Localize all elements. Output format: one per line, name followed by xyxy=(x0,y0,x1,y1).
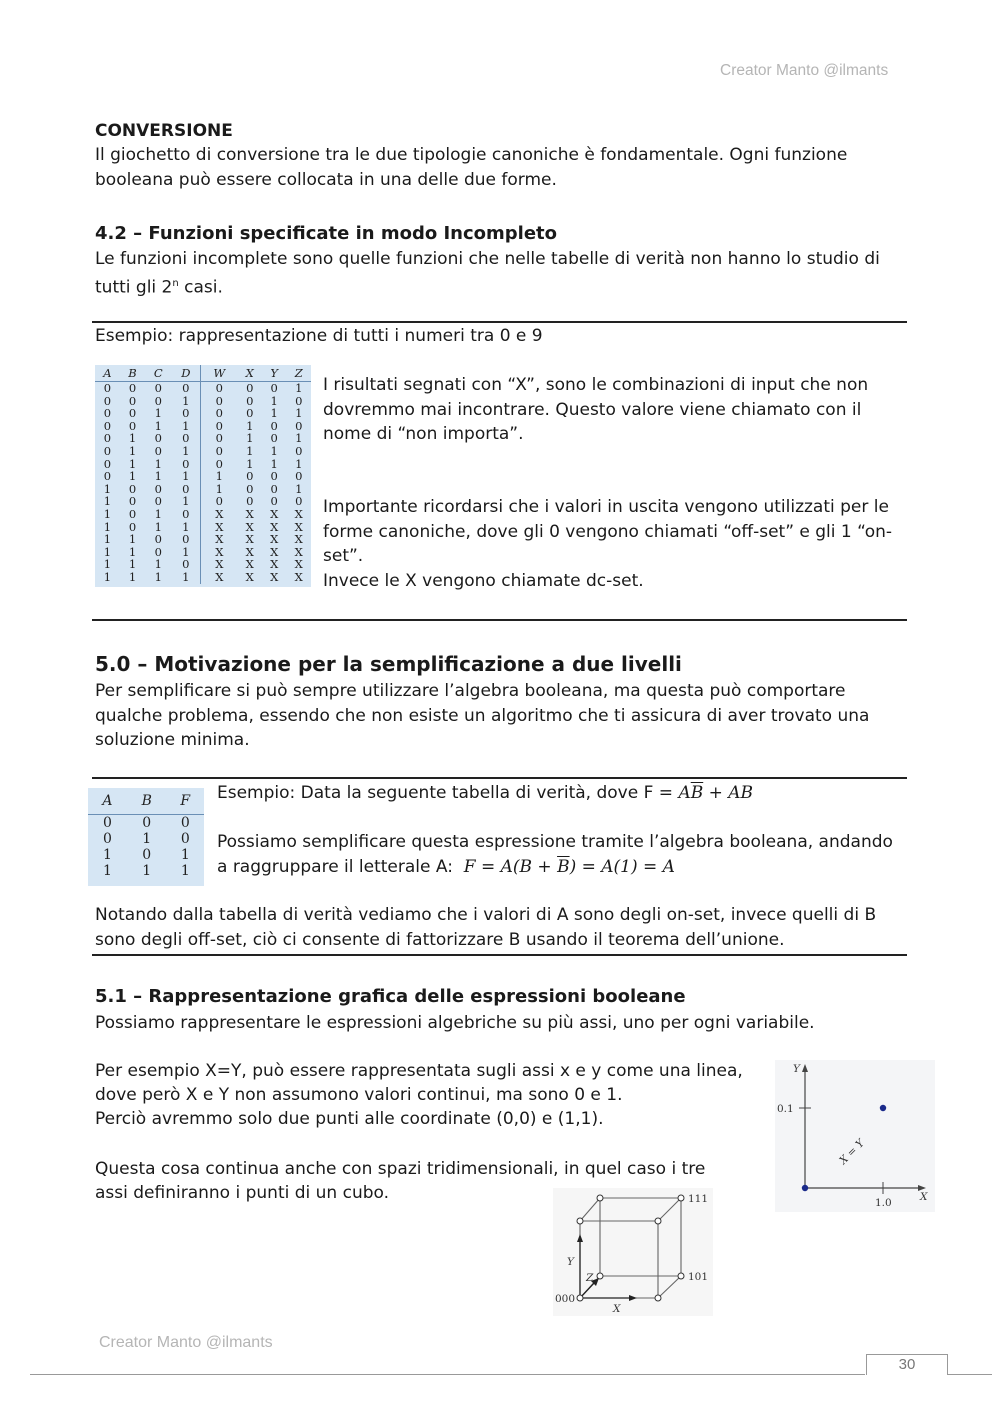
table-cell: 0 xyxy=(295,443,303,458)
cube-z-label: Z xyxy=(586,1272,594,1284)
cube-label-101: 101 xyxy=(688,1271,709,1283)
table-row xyxy=(88,863,204,879)
table-row xyxy=(95,445,311,458)
table-cell: 0 xyxy=(128,381,137,395)
table-cell: 1 xyxy=(182,494,190,509)
table-cell: X xyxy=(270,569,279,584)
table-cell: 0 xyxy=(103,815,112,831)
table-cell: X xyxy=(245,532,254,547)
table-cell: X xyxy=(245,569,254,584)
sec50-body: Per semplificare si può sempre utilizzare l’algebra booleana, ma questa può comportare qualche problema, essendo che non esiste un algoritmo che ti assicura di aver trovato una soluzione minima. xyxy=(95,681,870,750)
table-cell: 0 xyxy=(246,481,254,496)
table-cell: 0 xyxy=(246,393,254,408)
table-cell: X xyxy=(294,544,303,559)
plot-y-label: Y xyxy=(793,1063,800,1075)
sec51-title: 5.1 – Rappresentazione grafica delle espressioni booleane xyxy=(95,986,686,1007)
table-cell: 0 xyxy=(270,431,278,446)
table-cell: X xyxy=(294,569,303,584)
sec50-example: Esempio: Data la seguente tabella di verità, dove $F = A\overline{B}$ + AB xyxy=(217,783,754,803)
sec42-para3: Invece le X vengono chiamate dc-set. xyxy=(323,571,644,591)
table-cell: 0 xyxy=(128,418,137,433)
table-cell: 1 xyxy=(103,506,112,521)
table-cell: 0 xyxy=(182,381,190,395)
table-cell: 1 xyxy=(154,456,162,471)
table-cell: 1 xyxy=(180,847,190,863)
footer-line-left xyxy=(30,1374,865,1375)
table-cell: 1 xyxy=(103,544,112,559)
footer-author: Creator Manto @ilmants xyxy=(99,1334,273,1351)
tt1-header-w: W xyxy=(201,365,238,382)
table-cell: 0 xyxy=(201,495,238,508)
plot-x-tick-label: 1.0 xyxy=(875,1197,892,1209)
table-cell: 1 xyxy=(201,470,238,483)
table-row xyxy=(95,382,311,395)
table-cell: 1 xyxy=(103,481,112,496)
tt2-header-f: F xyxy=(167,788,204,815)
table-cell: 1 xyxy=(103,863,112,879)
sec51-body3-line1: Questa cosa continua anche con spazi tridimensionali, in quel caso i tre xyxy=(95,1159,706,1179)
table-cell: X xyxy=(294,532,303,547)
table-cell: 0 xyxy=(201,432,238,445)
table-cell: 0 xyxy=(128,494,137,509)
table-cell: 0 xyxy=(295,469,303,484)
sec42-para1: I risultati segnati con “X”, sono le combinazioni di input che non dovremmo mai incontrare. Questo valore viene chiamato con il nome di “non importa”. xyxy=(323,375,869,444)
table-cell: 1 xyxy=(128,469,137,484)
table-row xyxy=(88,847,204,863)
table-row xyxy=(95,483,311,496)
table-cell: 1 xyxy=(182,469,190,484)
table-cell: 0 xyxy=(154,431,162,446)
tt1-header-d: D xyxy=(172,365,201,382)
sec50-title: 5.0 – Motivazione per la semplificazione a due livelli xyxy=(95,652,682,676)
tt1-header-b: B xyxy=(120,365,145,382)
table-cell: 1 xyxy=(154,506,162,521)
table-cell: 1 xyxy=(295,381,303,395)
table-cell: 0 xyxy=(128,519,137,534)
plot-y-tick-label: 0.1 xyxy=(777,1103,794,1115)
table-cell: 1 xyxy=(154,469,162,484)
table-cell: 1 xyxy=(142,831,152,847)
table-cell: X xyxy=(201,546,238,559)
table-cell: 1 xyxy=(270,456,278,471)
tt1-header-c: C xyxy=(145,365,171,382)
table-cell: 0 xyxy=(201,458,238,471)
table-cell: X xyxy=(294,519,303,534)
table-cell: 0 xyxy=(270,469,278,484)
table-cell: 0 xyxy=(182,532,190,547)
tt2-header-b: B xyxy=(127,788,167,815)
sec51-body1: Possiamo rappresentare le espressioni algebriche su più assi, uno per ogni variabile. xyxy=(95,1013,815,1033)
table-cell: 1 xyxy=(180,863,190,879)
table-cell: 0 xyxy=(246,406,254,421)
table-cell: 0 xyxy=(103,393,112,408)
divider xyxy=(92,777,907,779)
table-cell: 0 xyxy=(201,382,238,395)
table-cell: X xyxy=(294,506,303,521)
table-cell: 0 xyxy=(295,494,303,509)
table-row xyxy=(88,815,204,832)
truth-table-1-grid xyxy=(95,365,311,584)
xy-plot xyxy=(775,1060,935,1212)
table-row xyxy=(95,533,311,546)
tt1-header-a: A xyxy=(95,365,120,382)
table-cell: X xyxy=(270,532,279,547)
table-cell: 1 xyxy=(270,393,278,408)
table-cell: 1 xyxy=(182,418,190,433)
table-cell: 1 xyxy=(182,443,190,458)
sec42-body: Le funzioni incomplete sono quelle funzioni che nelle tabelle di verità non hanno lo studio di tutti gli 2$^n$ casi. xyxy=(95,249,880,298)
table-cell: 0 xyxy=(182,557,190,572)
truth-table-2-grid xyxy=(88,788,204,879)
table-cell: 0 xyxy=(246,494,254,509)
table-cell: 1 xyxy=(270,406,278,421)
formula-f: $A\overline{B}$ + AB xyxy=(678,783,754,803)
table-cell: 0 xyxy=(270,381,278,395)
page-number: 30 xyxy=(898,1356,916,1373)
table-cell: 0 xyxy=(128,506,137,521)
plot-line-label: X = Y xyxy=(837,1137,867,1167)
table-cell: 1 xyxy=(295,456,303,471)
conversione-title: CONVERSIONE xyxy=(95,121,233,141)
table-cell: 0 xyxy=(182,481,190,496)
table-cell: 1 xyxy=(142,863,152,879)
truth-table-1 xyxy=(95,365,311,587)
table-cell: 0 xyxy=(154,494,162,509)
table-cell: 0 xyxy=(180,815,190,831)
table-cell: 0 xyxy=(103,406,112,421)
table-row xyxy=(95,558,311,571)
table-cell: 1 xyxy=(154,569,162,584)
sec51-body2-line2: dove però X e Y non assumono valori continui, ma sono 0 e 1. xyxy=(95,1085,623,1105)
table-cell: 0 xyxy=(270,494,278,509)
tt1-header-x: X xyxy=(237,365,261,382)
table-cell: 1 xyxy=(295,431,303,446)
table-cell: 0 xyxy=(270,481,278,496)
table-cell: X xyxy=(270,557,279,572)
table-cell: 0 xyxy=(180,831,190,847)
tt1-header-z: Z xyxy=(286,365,311,382)
table-row xyxy=(95,546,311,559)
table-cell: X xyxy=(201,533,238,546)
table-cell: 0 xyxy=(154,381,162,395)
table-cell: X xyxy=(245,544,254,559)
table-row xyxy=(95,495,311,508)
table-cell: 0 xyxy=(154,544,162,559)
sec42-para2: Importante ricordarsi che i valori in uscita vengono utilizzati per le forme canoniche, dove gli 0 vengono chiamati “off-set” e gli 1 “on-set”. xyxy=(323,497,893,566)
table-row xyxy=(95,470,311,483)
table-cell: 0 xyxy=(246,381,254,395)
truth-table-2 xyxy=(88,788,204,886)
table-cell: 0 xyxy=(103,469,112,484)
table-cell: 0 xyxy=(182,506,190,521)
table-cell: 0 xyxy=(295,393,303,408)
table-cell: 1 xyxy=(270,443,278,458)
plot-point-one-one xyxy=(880,1105,886,1111)
table-cell: X xyxy=(201,571,238,584)
table-cell: 1 xyxy=(103,569,112,584)
table-cell: 0 xyxy=(103,381,112,395)
table-cell: 1 xyxy=(103,494,112,509)
formula-simplification: $F = A(B + \overline{B}) = A(1) = A$ xyxy=(463,856,675,877)
table-cell: 0 xyxy=(103,831,112,847)
table-cell: 1 xyxy=(154,418,162,433)
plot-background xyxy=(775,1060,935,1212)
table-cell: X xyxy=(245,519,254,534)
footer-line-right xyxy=(947,1374,992,1375)
table-cell: 0 xyxy=(103,456,112,471)
table-row xyxy=(95,458,311,471)
page-number-box xyxy=(866,1354,948,1375)
sec51-body3-line2: assi definiranno i punti di un cubo. xyxy=(95,1183,390,1203)
table-cell: X xyxy=(201,521,238,534)
table-cell: 1 xyxy=(154,557,162,572)
table-row xyxy=(88,831,204,847)
table-cell: 0 xyxy=(182,456,190,471)
table-cell: 1 xyxy=(154,519,162,534)
table-cell: X xyxy=(270,506,279,521)
table-cell: 1 xyxy=(128,456,137,471)
table-cell: X xyxy=(201,508,238,521)
table-cell: 1 xyxy=(201,483,238,496)
table-cell: 0 xyxy=(201,420,238,433)
sec51-body2-line3: Perciò avremmo solo due punti alle coordinate (0,0) e (1,1). xyxy=(95,1109,604,1129)
table-cell: 1 xyxy=(128,557,137,572)
tt2-header-a: A xyxy=(88,788,127,815)
cube-x-label: X xyxy=(613,1303,621,1315)
table-cell: 0 xyxy=(201,395,238,408)
table-cell: 1 xyxy=(128,544,137,559)
divider xyxy=(92,619,907,621)
table-cell: 1 xyxy=(154,406,162,421)
table-cell: X xyxy=(245,557,254,572)
table-cell: X xyxy=(245,506,254,521)
table-cell: 1 xyxy=(103,532,112,547)
sec51-body2-line1: Per esempio X=Y, può essere rappresentata sugli assi x e y come una linea, xyxy=(95,1061,743,1081)
table-cell: 1 xyxy=(128,532,137,547)
sec42-example-title: Esempio: rappresentazione di tutti i numeri tra 0 e 9 xyxy=(95,326,543,346)
cube-label-000: 000 xyxy=(555,1293,576,1305)
table-cell: 0 xyxy=(154,532,162,547)
table-row xyxy=(95,395,311,408)
table-cell: 0 xyxy=(201,407,238,420)
table-cell: 1 xyxy=(182,569,190,584)
table-cell: 0 xyxy=(182,431,190,446)
table-cell: X xyxy=(270,519,279,534)
table-cell: 1 xyxy=(103,519,112,534)
table-cell: X xyxy=(294,557,303,572)
table-cell: 0 xyxy=(295,418,303,433)
table-cell: 0 xyxy=(270,418,278,433)
table-cell: 0 xyxy=(142,815,152,831)
table-row xyxy=(95,571,311,584)
table-cell: 0 xyxy=(142,847,152,863)
table-cell: 1 xyxy=(128,431,137,446)
table-cell: X xyxy=(201,558,238,571)
table-cell: 0 xyxy=(154,481,162,496)
table-cell: 0 xyxy=(128,406,137,421)
table-cell: 0 xyxy=(103,418,112,433)
table-cell: 1 xyxy=(182,519,190,534)
table-cell: 0 xyxy=(154,443,162,458)
table-cell: 0 xyxy=(103,431,112,446)
table-cell: 1 xyxy=(246,418,254,433)
table-cell: 1 xyxy=(246,431,254,446)
sec42-title: 4.2 – Funzioni specificate in modo Incompleto xyxy=(95,223,558,244)
divider xyxy=(92,954,907,956)
table-cell: 0 xyxy=(128,481,137,496)
cube-diagram xyxy=(553,1188,713,1316)
table-row xyxy=(95,521,311,534)
cube-label-111: 111 xyxy=(688,1193,709,1205)
table-cell: 0 xyxy=(103,443,112,458)
table-row xyxy=(95,432,311,445)
table-cell: 1 xyxy=(182,393,190,408)
table-cell: 1 xyxy=(182,544,190,559)
conversione-body: Il giochetto di conversione tra le due tipologie canoniche è fondamentale. Ogni funzione booleana può essere collocata in una delle due forme. xyxy=(95,145,848,190)
table-cell: 0 xyxy=(154,393,162,408)
sec50-conclusion: Notando dalla tabella di verità vediamo che i valori di A sono degli on-set, invece quelli di B sono degli off-set, ciò ci consente di fattorizzare B usando il teorema dell’unione. xyxy=(95,905,877,950)
table-cell: 1 xyxy=(246,456,254,471)
table-cell: 1 xyxy=(246,443,254,458)
divider xyxy=(92,321,907,323)
table-row xyxy=(95,508,311,521)
table-cell: 0 xyxy=(128,393,137,408)
table-cell: 1 xyxy=(128,443,137,458)
table-cell: X xyxy=(270,544,279,559)
plot-point-origin xyxy=(802,1185,808,1191)
table-cell: 0 xyxy=(246,469,254,484)
plot-x-label: X xyxy=(920,1191,928,1203)
table-cell: 1 xyxy=(103,847,112,863)
table-cell: 1 xyxy=(295,406,303,421)
table-row xyxy=(95,420,311,433)
table-cell: 1 xyxy=(295,481,303,496)
header-author: Creator Manto @ilmants xyxy=(720,62,889,79)
cube-y-label: Y xyxy=(567,1256,574,1268)
tt1-header-y: Y xyxy=(262,365,286,382)
table-cell: 0 xyxy=(182,406,190,421)
table-cell: 0 xyxy=(201,445,238,458)
table-cell: 1 xyxy=(103,557,112,572)
sec50-simplify: Possiamo semplificare questa espressione tramite l’algebra booleana, andando a raggruppare il letterale A: $F = A(B + \overline{B}) = A(1) = A$ xyxy=(217,832,893,877)
table-cell: 1 xyxy=(128,569,137,584)
table-row xyxy=(95,407,311,420)
